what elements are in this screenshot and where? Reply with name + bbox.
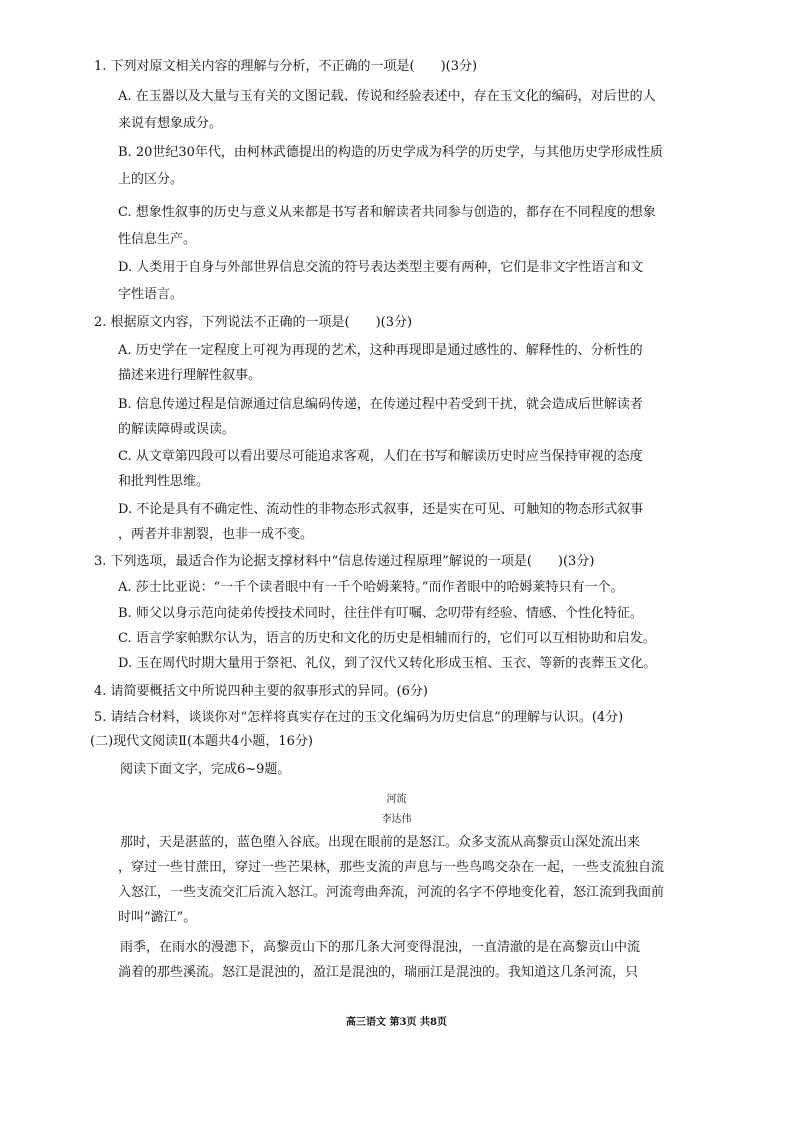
q2-option-b-line1: B. 信息传递过程是信源通过信息编码传递，在传递过程中若受到干扰，就会造成后世解读者 [118, 397, 643, 412]
question-2-stem: 2. 根据原文内容，下列说法不正确的一项是( )(3分) [94, 315, 413, 330]
q2-option-a-line2: 描述来进行理解性叙事。 [118, 368, 262, 383]
section-2-instruction: 阅读下面文字，完成6~9题。 [120, 762, 291, 777]
q1-option-a-line2: 来说有想象成分。 [118, 116, 223, 131]
question-5: 5. 请结合材料，谈谈你对“怎样将真实存在过的玉文化编码为历史信息”的理解与认识。(4分) [94, 710, 624, 725]
article-title: 河流 [386, 794, 407, 805]
q3-option-a: A. 莎士比亚说：“一千个读者眼中有一千个哈姆莱特。”而作者眼中的哈姆莱特只有一个。 [118, 580, 624, 595]
q3-option-b: B. 师父以身示范向徒弟传授技术同时，往往伴有叮嘱、念叨带有经验、情感、个性化特征。 [118, 606, 643, 621]
paragraph-1-line-2: ，穿过一些甘蔗田，穿过一些芒果林，那些支流的声息与一些鸟鸣交杂在一起，一些支流独自流 [118, 860, 665, 875]
q3-option-c: C. 语言学家帕默尔认为，语言的历史和文化的历史是相辅而行的，它们可以互相协助和启发。 [118, 631, 656, 646]
section-2-heading: (二)现代文阅读Ⅱ(本题共4小题，16分) [90, 734, 313, 749]
q3-option-d: D. 玉在周代时期大量用于祭祀、礼仪，到了汉代又转化形成玉棺、玉衣、等新的丧葬玉文化。 [118, 656, 657, 671]
paragraph-1-line-4: 时叫“潞江”。 [118, 910, 197, 925]
question-1-stem: 1. 下列对原文相关内容的理解与分析，不正确的一项是( )(3分) [94, 59, 478, 74]
q1-option-b-line1: B. 20世纪30年代，由柯林武德提出的构造的历史学成为科学的历史学，与其他历史学形成性质 [118, 145, 663, 160]
q1-option-d-line2: 字性语言。 [118, 287, 184, 302]
q2-option-c-line1: C. 从文章第四段可以看出要尽可能追求客观，人们在书写和解读历史时应当保持审视的态度 [118, 449, 643, 464]
q2-option-b-line2: 的解读障碍或误读。 [118, 422, 236, 437]
page-footer: 高三语文 第3页 共8页 [346, 1017, 447, 1028]
paragraph-2-line-1: 雨季，在雨水的漫漶下，高黎贡山下的那几条大河变得混浊，一直清澈的是在高黎贡山中流 [120, 940, 641, 955]
question-4: 4. 请简要概括文中所说四种主要的叙事形式的异同。(6分) [94, 684, 428, 699]
q1-option-d-line1: D. 人类用于自身与外部世界信息交流的符号表达类型主要有两种，它们是非文字性语言和文 [118, 260, 644, 275]
q1-option-c-line2: 性信息生产。 [118, 232, 197, 247]
paragraph-2-line-2: 淌着的那些溪流。怒江是混浊的，盈江是混浊的，瑞丽江是混浊的。我知道这几条河流，只 [118, 965, 639, 980]
article-author: 李达伟 [381, 814, 412, 825]
paragraph-1-line-3: 入怒江，一些支流交汇后流入怒江。河流弯曲奔流，河流的名字不停地变化着，怒江流到我面前 [118, 885, 665, 900]
paragraph-1-line-1: 那时，天是湛蓝的，蓝色堕入谷底。出现在眼前的是怒江。众多支流从高黎贡山深处流出来 [120, 835, 641, 850]
question-3-stem: 3. 下列选项，最适合作为论据支撑材料中“信息传递过程原理”解说的一项是( )(3分) [94, 554, 595, 569]
q1-option-c-line1: C. 想象性叙事的历史与意义从来都是书写者和解读者共同参与创造的，都存在不同程度的想象 [118, 205, 656, 220]
q1-option-b-line2: 上的区分。 [118, 172, 184, 187]
q2-option-d-line1: D. 不论是具有不确定性、流动性的非物态形式叙事，还是实在可见、可触知的物态形式叙事 [118, 502, 644, 517]
q2-option-d-line2: ，两者并非割裂，也非一成不变。 [118, 527, 314, 542]
q2-option-a-line1: A. 历史学在一定程度上可视为再现的艺术，这种再现即是通过感性的、解释性的、分析性的 [118, 343, 643, 358]
q2-option-c-line2: 和批判性思维。 [118, 474, 210, 489]
q1-option-a-line1: A. 在玉器以及大量与玉有关的文图记载、传说和经验表述中，存在玉文化的编码，对后世的人 [118, 89, 656, 104]
